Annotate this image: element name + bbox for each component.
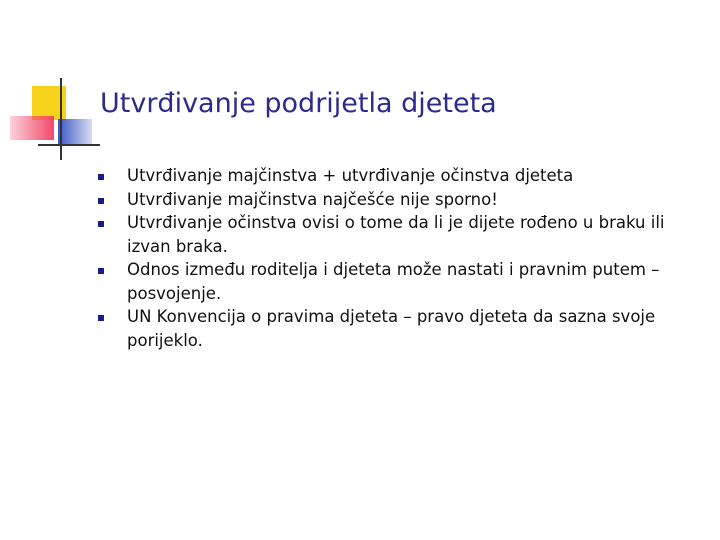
bullet-item: [96, 305, 700, 352]
square-bullet-icon: [98, 174, 104, 180]
slide-title: Utvrđivanje podrijetla djeteta: [100, 88, 497, 119]
bullet-text: Utvrđivanje očinstva ovisi o tome da li je dijete rođeno u braku ili izvan braka.: [127, 213, 665, 256]
square-bullet-icon: [98, 221, 104, 227]
decorative-corner-graphic: [0, 0, 100, 170]
bullet-item: [96, 258, 700, 305]
deco-red-block: [10, 116, 54, 140]
bullet-list: [96, 164, 700, 352]
square-bullet-icon: [98, 315, 104, 321]
bullet-text: Utvrđivanje majčinstva najčešće nije sporno!: [127, 189, 498, 209]
bullet-item: [96, 164, 700, 188]
square-bullet-icon: [98, 198, 104, 204]
deco-blue-block: [58, 119, 92, 145]
bullet-item: [96, 188, 700, 212]
bullet-text: Utvrđivanje majčinstva + utvrđivanje očinstva djeteta: [127, 166, 574, 185]
bullet-item: [96, 211, 700, 258]
square-bullet-icon: [98, 268, 104, 274]
bullet-text: Odnos između roditelja i djeteta može nastati i pravnim putem – posvojenje.: [127, 260, 660, 303]
bullet-text: UN Konvencija o pravima djeteta – pravo djeteta da sazna svoje porijeklo.: [127, 307, 656, 350]
